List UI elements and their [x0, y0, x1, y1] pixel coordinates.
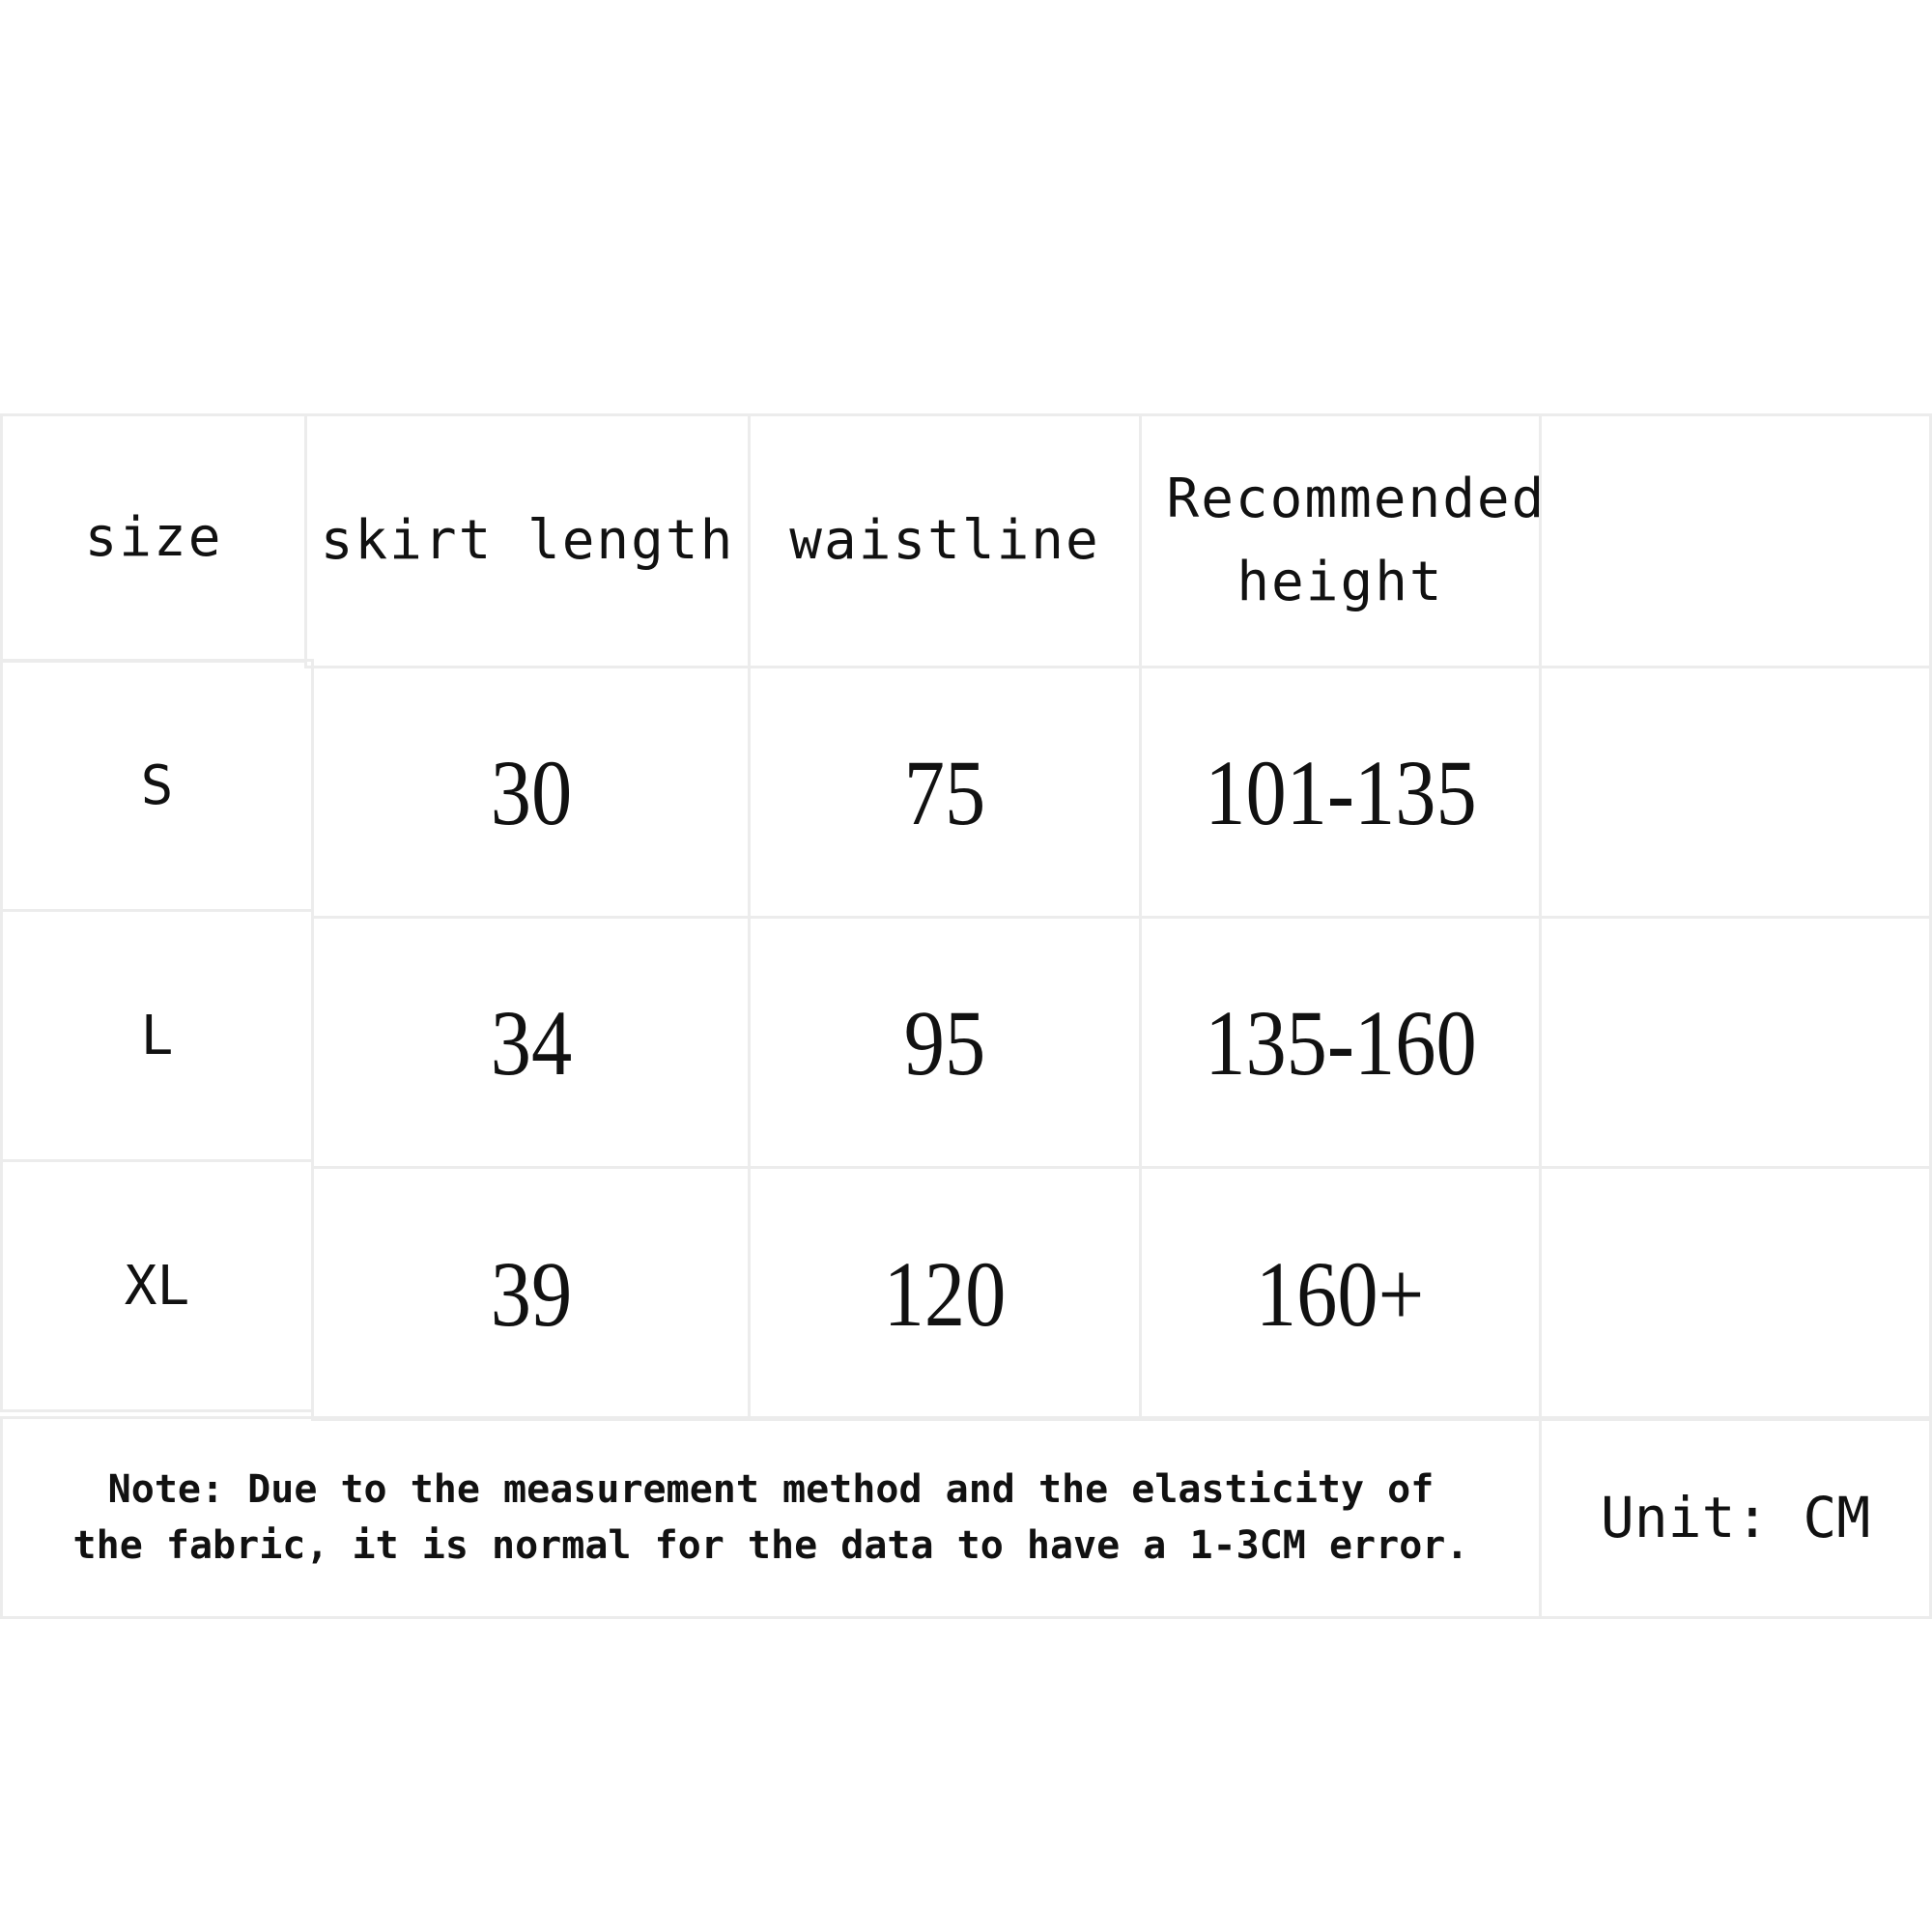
- header-waistline: [748, 413, 1142, 668]
- measurement-note-text: Note: Due to the measurement method and the elasticity of the fabric, it is normal for the data to have a 1-3CM error.: [72, 1467, 1469, 1568]
- header-skirt-length: [304, 413, 751, 668]
- row-s-recommended-height: [1139, 666, 1542, 919]
- row-xl-recommended-height: [1139, 1166, 1542, 1421]
- header-waistline-label: waistline: [789, 509, 1100, 572]
- row-l-size-value: L: [140, 1004, 174, 1067]
- row-s-skirt-length-value: 30: [490, 740, 572, 844]
- row-s-waistline: [748, 666, 1142, 919]
- row-l-recommended-height-value: 135-160: [1204, 990, 1477, 1094]
- header-recommended-height-label: Recommended height: [1166, 468, 1547, 613]
- row-xl-skirt-length: [311, 1166, 751, 1421]
- row-xl-waistline: [748, 1166, 1142, 1421]
- header-size: [0, 413, 307, 663]
- header-extra-blank: [1539, 413, 1932, 668]
- unit-label-text: Unit: CM: [1600, 1485, 1871, 1550]
- row-xl-skirt-length-value: 39: [490, 1241, 572, 1346]
- row-l-skirt-length: [311, 916, 751, 1169]
- row-l-size: [0, 909, 314, 1162]
- row-l-extra-blank: [1539, 916, 1932, 1169]
- measurement-note: [0, 1416, 1542, 1619]
- row-xl-size-value: XL: [124, 1254, 190, 1318]
- row-xl-size: [0, 1159, 314, 1412]
- row-l-waistline: [748, 916, 1142, 1169]
- row-l-waistline-value: 95: [903, 990, 986, 1094]
- header-skirt-length-label: skirt length: [320, 509, 735, 572]
- row-l-skirt-length-value: 34: [490, 990, 572, 1094]
- row-s-recommended-height-value: 101-135: [1204, 740, 1477, 844]
- row-l-recommended-height: [1139, 916, 1542, 1169]
- row-xl-extra-blank: [1539, 1166, 1932, 1421]
- header-recommended-height: [1139, 413, 1547, 668]
- row-s-skirt-length: [311, 666, 751, 919]
- row-s-waistline-value: 75: [903, 740, 986, 844]
- unit-label: [1539, 1416, 1932, 1619]
- row-s-extra-blank: [1539, 666, 1932, 919]
- row-xl-waistline-value: 120: [883, 1241, 1007, 1346]
- header-size-label: size: [84, 506, 223, 569]
- row-xl-recommended-height-value: 160+: [1256, 1241, 1425, 1346]
- row-s-size-value: S: [140, 753, 174, 817]
- row-s-size: [0, 659, 314, 912]
